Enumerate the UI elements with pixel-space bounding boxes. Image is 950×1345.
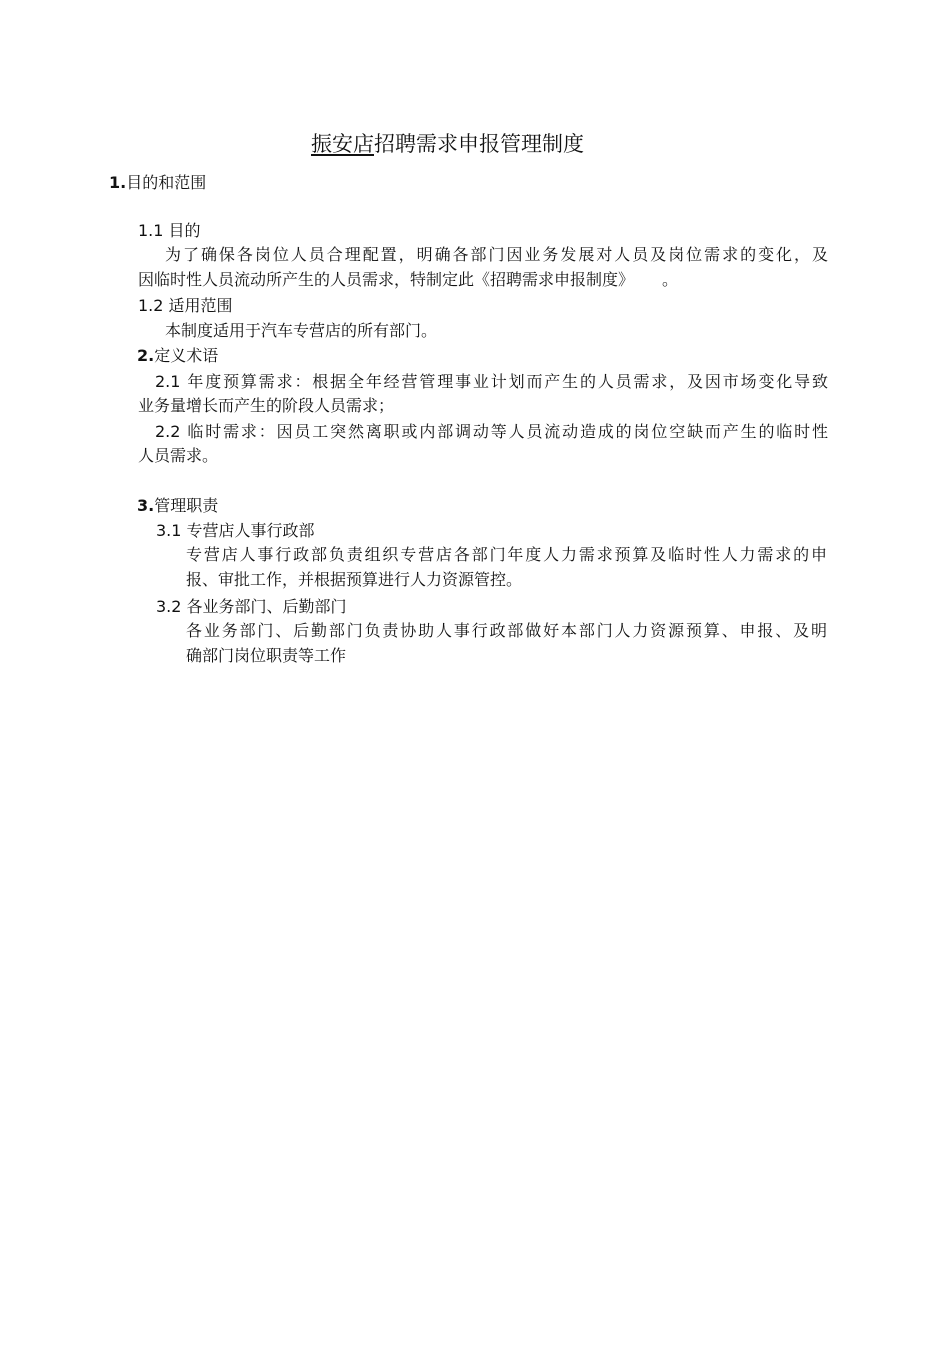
section-1-2-heading: 1.2 适用范围 [138, 296, 233, 315]
section-1-1-line-2-end: 。 [662, 270, 679, 289]
section-1-1-line-2-text: 因临时性人员流动所产生的人员需求，特制定此《招聘需求申报制度》 [138, 270, 627, 289]
section-2-1-line-1: 2.1 年度预算需求：根据全年经营管理事业计划而产生的人员需求，及因市场变化导致 [155, 372, 828, 391]
section-2-number: 2. [137, 346, 155, 365]
section-1-1-line-1: 为了确保各岗位人员合理配置，明确各部门因业务发展对人员及岗位需求的变化，及 [165, 245, 828, 264]
section-3-1-line-1: 专营店人事行政部负责组织专营店各部门年度人力需求预算及临时性人力需求的申 [186, 545, 827, 564]
section-2-2-line-2: 人员需求。 [138, 446, 219, 465]
section-3-1-line-2: 报、审批工作，并根据预算进行人力资源管控。 [186, 570, 523, 589]
section-2-2-line-1: 2.2 临时需求：因员工突然离职或内部调动等人员流动造成的岗位空缺而产生的临时性 [155, 422, 828, 441]
section-2-heading [137, 343, 218, 368]
section-1-2-body: 本制度适用于汽车专营店的所有部门。 [165, 321, 438, 340]
title-store-name: 振安店 [311, 132, 374, 156]
title-text: 招聘需求申报管理制度 [374, 132, 584, 156]
section-1-heading [109, 170, 206, 195]
section-3-number: 3. [137, 496, 155, 515]
section-3-2-line-1: 各业务部门、后勤部门负责协助人事行政部做好本部门人力资源预算、申报、及明 [186, 621, 827, 640]
section-1-1-line-2 [138, 267, 678, 292]
section-3-title: 管理职责 [154, 496, 219, 515]
section-3-1-heading: 3.1 专营店人事行政部 [156, 521, 315, 540]
section-3-heading [137, 493, 218, 518]
section-2-1-line-2: 业务量增长而产生的阶段人员需求； [138, 396, 395, 415]
section-1-title: 目的和范围 [126, 173, 207, 192]
section-1-1-heading: 1.1 目的 [138, 221, 201, 240]
section-3-2-line-2: 确部门岗位职责等工作 [186, 646, 347, 665]
section-1-number: 1. [109, 173, 127, 192]
document-title [0, 130, 895, 158]
section-2-title: 定义术语 [154, 346, 219, 365]
section-3-2-heading: 3.2 各业务部门、后勤部门 [156, 597, 347, 616]
